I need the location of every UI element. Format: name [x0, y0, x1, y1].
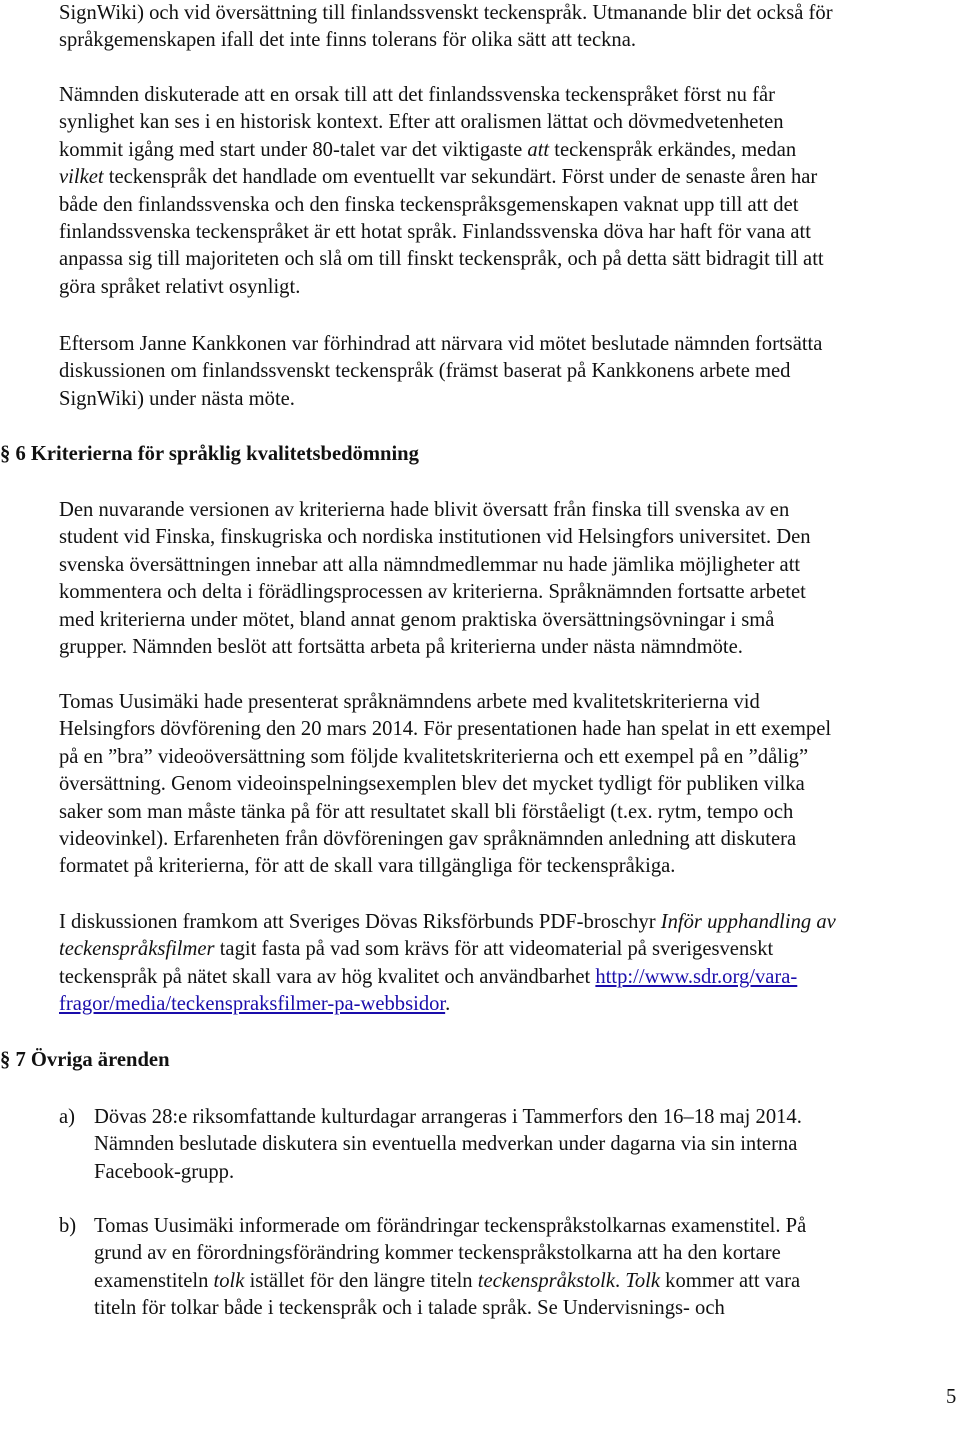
section-6-paragraph-1 [59, 497, 959, 661]
list-item-body [94, 1213, 806, 1323]
text-line: Eftersom Janne Kankkonen var förhindrad att närvara vid mötet beslutade nämnden fortsätta [59, 333, 823, 355]
emphasis-text: att [527, 138, 550, 161]
text-line [59, 964, 959, 991]
brochure-title: teckenspråksfilmer [59, 938, 215, 961]
text-run: teckenspråk på nätet skall vara av hög kvalitet och användbarhet [59, 965, 596, 988]
section-6-paragraph-2 [59, 689, 959, 881]
text-line: SignWiki) under nästa möte. [59, 387, 295, 410]
text-line: SignWiki) och vid översättning till finlandssvenskt teckenspråk. Utmanande blir det också för [59, 2, 833, 24]
text-line [59, 991, 959, 1018]
text-line: Facebook-grupp. [94, 1160, 235, 1183]
history-paragraph [59, 82, 959, 301]
text-line: diskussionen om finlandssvenskt teckenspråk (främst baserat på Kankkonens arbete med [59, 360, 791, 383]
text-run: kommit igång med start under 80-talet var det viktigaste [59, 138, 528, 161]
list-item-body [94, 1104, 802, 1186]
emphasis-text: teckenspråkstolk [477, 1269, 615, 1292]
text-line: Tomas Uusimäki informerade om förändringar teckenspråkstolkarnas examenstitel. På [94, 1215, 807, 1237]
text-line [59, 137, 959, 164]
text-line: med kriterierna under mötet, bland annat genom praktiska översättningsövningar i små [59, 608, 775, 631]
text-line: grund av en förordningsförändring kommer teckenspråkstolkarna att ha den kortare [94, 1242, 781, 1265]
text-run: tagit fasta på vad som krävs för att videomaterial på sverigesvenskt [214, 938, 774, 961]
text-line: språkgemenskapen ifall det inte finns tolerans för olika sätt att teckna. [59, 29, 637, 52]
text-line: Tomas Uusimäki hade presenterat språknämndens arbete med kvalitetskriterierna vid [59, 691, 760, 713]
intro-paragraph [59, 0, 959, 55]
text-line: på en ”bra” videoöversättning som följde kvalitetskriterierna och ett exempel på en ”dålig” [59, 745, 809, 768]
text-run: istället för den längre titeln [244, 1269, 478, 1292]
emphasis-text: Tolk [625, 1269, 661, 1292]
section-7-heading: § 7 Övriga ärenden [0, 1049, 170, 1071]
emphasis-text: tolk [213, 1269, 245, 1292]
sdr-link[interactable]: http://www.sdr.org/vara- [595, 965, 798, 988]
brochure-title: Inför upphandling av [660, 911, 836, 933]
text-run: . [615, 1269, 626, 1292]
text-line [94, 1268, 806, 1295]
text-line: Helsingfors dövförening den 20 mars 2014. För presentationen hade han spelat in ett exempel [59, 718, 832, 741]
text-line: svenska översättningen innebar att alla nämndmedlemmar nu hade jämlika möjligheter att [59, 553, 801, 576]
text-run: I diskussionen framkom att Sveriges Dövas Riksförbunds PDF-broschyr [59, 911, 661, 933]
list-marker: a) [59, 1106, 75, 1128]
text-line: översättning. Genom videoinspelningsexemplen blev det mycket tydligt för publiken vilka [59, 773, 805, 796]
text-line [59, 164, 959, 191]
text-line: titeln för tolkar både i teckenspråk och i talade språk. Se Undervisnings- och [94, 1297, 725, 1320]
text-line: synlighet kan ses i en historisk kontext. Efter att oralismen lättat och dövmedvetenheten [59, 111, 784, 134]
text-line: finlandssvenska teckenspråket är ett hotat språk. Finlandssvenska döva har haft för vana att [59, 221, 812, 244]
text-run: . [445, 993, 451, 1016]
text-line: Nämnden diskuterade att en orsak till att det finlandssvenska teckenspråket först nu får [59, 84, 775, 106]
page-number: 5 [946, 1386, 957, 1408]
text-line: Dövas 28:e riksomfattande kulturdagar arrangeras i Tammerfors den 16–18 maj 2014. [94, 1106, 802, 1128]
emphasis-text: vilket [59, 166, 104, 189]
text-run: teckenspråk det handlade om eventuellt var sekundärt. Först under de senaste åren har [103, 166, 818, 189]
section-6-heading: § 6 Kriterierna för språklig kvalitetsbedömning [0, 443, 419, 465]
text-line: göra språket relativt osynligt. [59, 275, 301, 298]
text-line [59, 936, 959, 963]
text-run: kommer att vara [660, 1269, 801, 1292]
section-6-paragraph-3 [59, 909, 959, 1019]
text-line: anpassa sig till majoriteten och slå om till finskt teckenspråk, och på detta sätt bidragit till att [59, 248, 824, 271]
text-line: formatet på kriterierna, för att de skall vara tillgängliga för teckenspråkiga. [59, 855, 676, 878]
text-line: både den finlandssvenska och den finska teckenspråksgemenskapen vaknat upp till att det [59, 193, 799, 216]
text-line: Nämnden beslutade diskutera sin eventuella medverkan under dagarna via sin interna [94, 1133, 798, 1156]
text-line: videovinkel). Erfarenheten från dövföreningen gav språknämnden anledning att diskutera [59, 828, 797, 851]
text-line: student vid Finska, finskugriska och nordiska institutionen vid Helsingfors universitet. Den [59, 526, 811, 549]
text-run: teckenspråk erkändes, medan [549, 138, 797, 161]
text-line: saker som man måste tänka på för att resultatet skall bli förståeligt (t.ex. rytm, tempo och [59, 800, 794, 823]
text-line [59, 909, 959, 936]
text-line: Den nuvarande versionen av kriterierna hade blivit översatt från finska till svenska av en [59, 499, 790, 521]
text-line: kommentera och delta i förädlingsprocessen av kriterierna. Språknämnden fortsatte arbetet [59, 581, 806, 604]
sdr-link[interactable]: fragor/media/teckenspraksfilmer-pa-webbsidor [59, 993, 446, 1016]
text-run: examenstiteln [94, 1269, 214, 1292]
absence-paragraph [59, 331, 959, 413]
text-line: grupper. Nämnden beslöt att fortsätta arbeta på kriterierna under nästa nämndmöte. [59, 636, 743, 659]
list-marker: b) [59, 1215, 77, 1237]
